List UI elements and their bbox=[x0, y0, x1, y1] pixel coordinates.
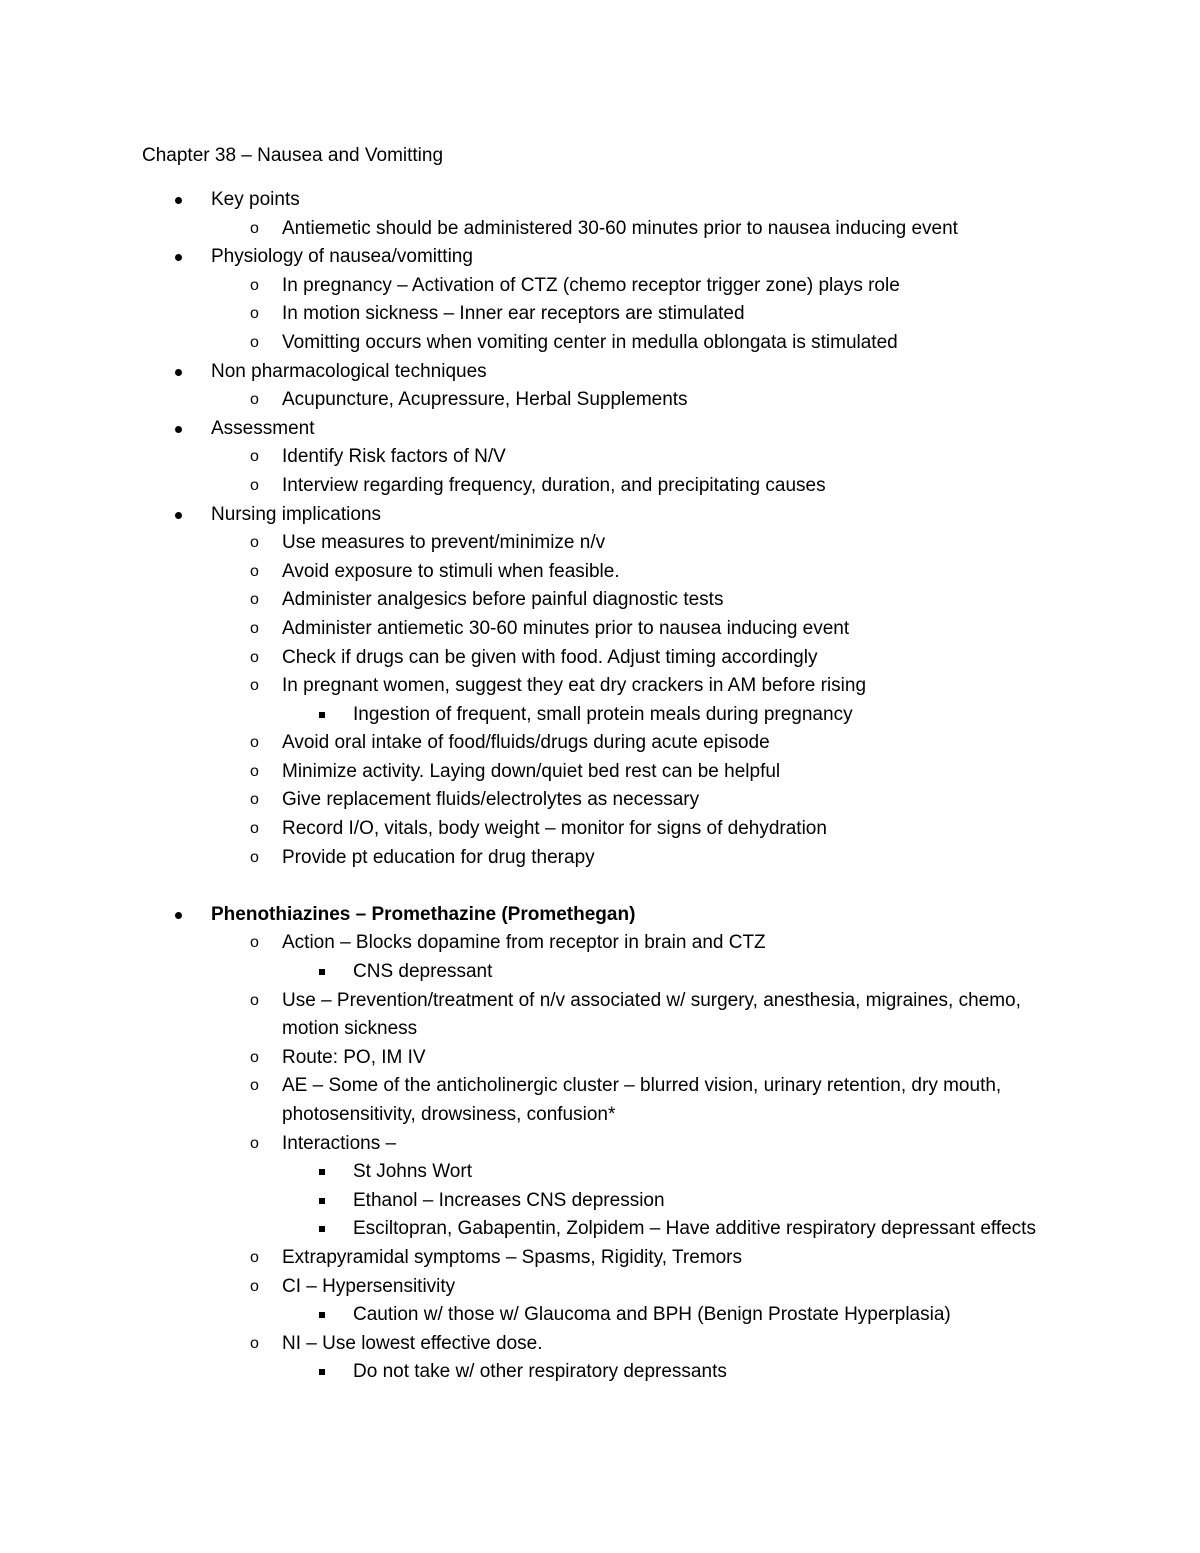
list-item-text: Physiology of nausea/vomitting bbox=[211, 246, 473, 268]
list-item-level-2 bbox=[0, 844, 1200, 873]
list-item-text: Nursing implications bbox=[211, 503, 382, 525]
list-item-level-2 bbox=[0, 672, 1200, 701]
list-item-level-3 bbox=[0, 1187, 1200, 1216]
square-bullet-icon bbox=[319, 1226, 325, 1232]
circle-bullet-icon: o bbox=[250, 1334, 259, 1352]
circle-bullet-icon: o bbox=[250, 476, 259, 494]
list-item-level-1 bbox=[0, 501, 1200, 530]
circle-bullet-icon: o bbox=[250, 391, 259, 409]
bullet-icon bbox=[175, 426, 182, 433]
list-item-text: AE – Some of the anticholinergic cluster – blurred vision, urinary retention, dry mouth, bbox=[282, 1075, 1002, 1097]
bullet-icon bbox=[175, 254, 182, 261]
list-item-text: CI – Hypersensitivity bbox=[282, 1275, 456, 1297]
list-item-text: Administer antiemetic 30-60 minutes prior to nausea inducing event bbox=[282, 617, 850, 639]
list-item-continuation bbox=[0, 1015, 1200, 1044]
square-bullet-icon bbox=[319, 1169, 325, 1175]
list-item-level-2 bbox=[0, 1072, 1200, 1101]
list-item-text: Use – Prevention/treatment of n/v associated w/ surgery, anesthesia, migraines, chemo, bbox=[282, 989, 1021, 1011]
circle-bullet-icon: o bbox=[250, 1077, 259, 1095]
list-item-text: Vomitting occurs when vomiting center in medulla oblongata is stimulated bbox=[282, 331, 898, 353]
bullet-icon bbox=[175, 912, 182, 919]
circle-bullet-icon: o bbox=[250, 677, 259, 695]
square-bullet-icon bbox=[319, 1369, 325, 1375]
list-item-text: CNS depressant bbox=[353, 961, 493, 983]
circle-bullet-icon: o bbox=[250, 1248, 259, 1266]
list-item-text: Check if drugs can be given with food. Adjust timing accordingly bbox=[282, 646, 818, 668]
list-item-level-2 bbox=[0, 1273, 1200, 1302]
circle-bullet-icon: o bbox=[250, 734, 259, 752]
list-item-text: Esciltopran, Gabapentin, Zolpidem – Have additive respiratory depressant effects bbox=[353, 1218, 1036, 1240]
circle-bullet-icon: o bbox=[250, 820, 259, 838]
list-item-level-3 bbox=[0, 1215, 1200, 1244]
list-item-text: Key points bbox=[211, 189, 300, 210]
circle-bullet-icon: o bbox=[250, 1134, 259, 1152]
circle-bullet-icon: o bbox=[250, 934, 259, 952]
list-item-text: Interactions – bbox=[282, 1132, 397, 1154]
list-item-text: Caution w/ those w/ Glaucoma and BPH (Benign Prostate Hyperplasia) bbox=[353, 1304, 951, 1326]
circle-bullet-icon: o bbox=[250, 276, 259, 294]
circle-bullet-icon: o bbox=[250, 219, 259, 237]
list-item-text: motion sickness bbox=[282, 1018, 418, 1040]
circle-bullet-icon: o bbox=[250, 534, 259, 552]
list-item-continuation bbox=[0, 1101, 1200, 1130]
circle-bullet-icon: o bbox=[250, 848, 259, 866]
square-bullet-icon bbox=[319, 969, 325, 975]
list-item-level-2 bbox=[0, 758, 1200, 787]
list-item-level-1 bbox=[0, 901, 1200, 930]
list-item-level-3 bbox=[0, 958, 1200, 987]
bullet-icon bbox=[175, 369, 182, 376]
list-item-level-2 bbox=[0, 215, 1200, 244]
list-item-level-2 bbox=[0, 987, 1200, 1016]
list-item-text: Extrapyramidal symptoms – Spasms, Rigidity, Tremors bbox=[282, 1246, 742, 1268]
list-item-text: Give replacement fluids/electrolytes as necessary bbox=[282, 789, 700, 811]
list-item-level-2 bbox=[0, 443, 1200, 472]
list-item-level-1 bbox=[0, 186, 1200, 215]
page-title: Chapter 38 – Nausea and Vomitting bbox=[142, 145, 444, 166]
list-item-level-2 bbox=[0, 329, 1200, 358]
list-item-text: Non pharmacological techniques bbox=[211, 360, 487, 382]
square-bullet-icon bbox=[319, 712, 325, 718]
list-item-level-2 bbox=[0, 558, 1200, 587]
list-item-text: Use measures to prevent/minimize n/v bbox=[282, 532, 606, 554]
list-item-text: photosensitivity, drowsiness, confusion* bbox=[282, 1104, 616, 1125]
circle-bullet-icon: o bbox=[250, 562, 259, 580]
list-item-text: St Johns Wort bbox=[353, 1161, 472, 1183]
list-item-text: Route: PO, IM IV bbox=[282, 1046, 426, 1068]
circle-bullet-icon: o bbox=[250, 791, 259, 809]
list-item-level-2 bbox=[0, 1330, 1200, 1359]
list-item-text: Do not take w/ other respiratory depressants bbox=[353, 1361, 727, 1383]
list-item-level-2 bbox=[0, 1244, 1200, 1273]
list-item-text: Identify Risk factors of N/V bbox=[282, 446, 506, 468]
list-item-text: In pregnant women, suggest they eat dry crackers in AM before rising bbox=[282, 675, 867, 697]
outline-list bbox=[0, 186, 1200, 1387]
list-item-level-2 bbox=[0, 786, 1200, 815]
list-item-text: Record I/O, vitals, body weight – monitor for signs of dehydration bbox=[282, 818, 827, 840]
list-item-level-3 bbox=[0, 701, 1200, 730]
list-item-level-2 bbox=[0, 472, 1200, 501]
list-item-level-2 bbox=[0, 300, 1200, 329]
list-item-text: Action – Blocks dopamine from receptor in brain and CTZ bbox=[282, 932, 766, 954]
circle-bullet-icon: o bbox=[250, 762, 259, 780]
list-item-level-2 bbox=[0, 644, 1200, 673]
circle-bullet-icon: o bbox=[250, 648, 259, 666]
list-item-text: Minimize activity. Laying down/quiet bed rest can be helpful bbox=[282, 760, 781, 782]
list-item-level-3 bbox=[0, 1301, 1200, 1330]
list-item-text: NI – Use lowest effective dose. bbox=[282, 1332, 543, 1354]
list-item-level-1 bbox=[0, 358, 1200, 387]
circle-bullet-icon: o bbox=[250, 448, 259, 466]
list-item-text: Avoid oral intake of food/fluids/drugs during acute episode bbox=[282, 732, 770, 754]
list-item-text: Phenothiazines – Promethazine (Promethegan) bbox=[211, 903, 636, 925]
circle-bullet-icon: o bbox=[250, 619, 259, 637]
square-bullet-icon bbox=[319, 1312, 325, 1318]
circle-bullet-icon: o bbox=[250, 991, 259, 1009]
list-item-level-2 bbox=[0, 929, 1200, 958]
square-bullet-icon bbox=[319, 1198, 325, 1204]
list-item-text: Avoid exposure to stimuli when feasible. bbox=[282, 560, 620, 582]
circle-bullet-icon: o bbox=[250, 1048, 259, 1066]
list-item-text: Administer analgesics before painful diagnostic tests bbox=[282, 589, 724, 611]
bullet-icon bbox=[175, 197, 182, 204]
list-item-level-2 bbox=[0, 586, 1200, 615]
list-item-text: Interview regarding frequency, duration, and precipitating causes bbox=[282, 474, 826, 496]
list-item-text: Ethanol – Increases CNS depression bbox=[353, 1189, 665, 1211]
list-item-level-2 bbox=[0, 529, 1200, 558]
list-item-text: Assessment bbox=[211, 417, 315, 439]
list-item-level-2 bbox=[0, 1130, 1200, 1159]
list-item-level-2 bbox=[0, 272, 1200, 301]
list-item-level-2 bbox=[0, 386, 1200, 415]
list-item-text: In pregnancy – Activation of CTZ (chemo receptor trigger zone) plays role bbox=[282, 274, 900, 296]
list-item-level-2 bbox=[0, 615, 1200, 644]
list-item-level-2 bbox=[0, 729, 1200, 758]
blank-line bbox=[0, 872, 1200, 901]
list-item-text: In motion sickness – Inner ear receptors are stimulated bbox=[282, 303, 745, 325]
list-item-level-2 bbox=[0, 1044, 1200, 1073]
circle-bullet-icon: o bbox=[250, 1277, 259, 1295]
list-item-text: Acupuncture, Acupressure, Herbal Supplements bbox=[282, 389, 688, 411]
list-item-text: Antiemetic should be administered 30-60 minutes prior to nausea inducing event bbox=[282, 217, 958, 239]
list-item-level-1 bbox=[0, 415, 1200, 444]
list-item-level-1 bbox=[0, 243, 1200, 272]
list-item-text: Provide pt education for drug therapy bbox=[282, 846, 595, 868]
list-item-text: Ingestion of frequent, small protein meals during pregnancy bbox=[353, 703, 853, 725]
list-item-level-2 bbox=[0, 815, 1200, 844]
list-item-level-3 bbox=[0, 1158, 1200, 1187]
circle-bullet-icon: o bbox=[250, 333, 259, 351]
circle-bullet-icon: o bbox=[250, 305, 259, 323]
list-item-level-3 bbox=[0, 1358, 1200, 1387]
circle-bullet-icon: o bbox=[250, 591, 259, 609]
bullet-icon bbox=[175, 512, 182, 519]
